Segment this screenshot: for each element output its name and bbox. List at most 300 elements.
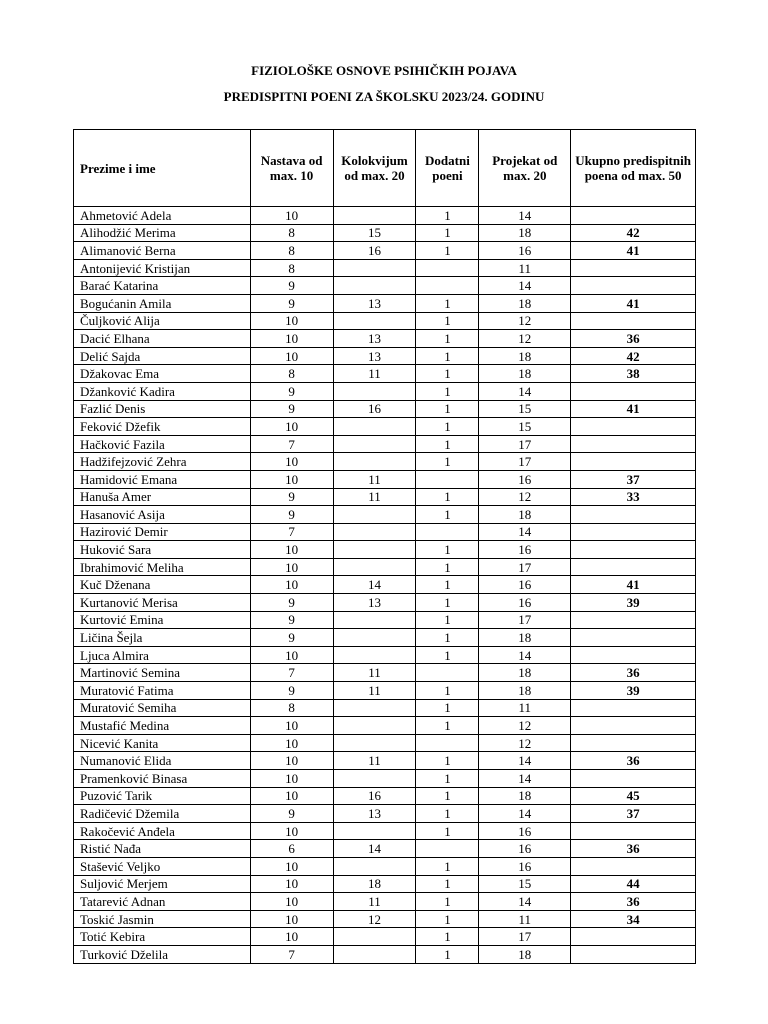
cell-kolokvijum [333,629,416,647]
cell-name: Hazirović Demir [74,523,251,541]
cell-kolokvijum: 13 [333,294,416,312]
cell-projekat: 14 [479,893,571,911]
cell-ukupno: 33 [571,488,696,506]
cell-dodatni: 1 [416,207,479,225]
table-row [74,470,696,488]
cell-nastava: 10 [250,418,333,436]
cell-ukupno [571,541,696,559]
cell-projekat: 14 [479,646,571,664]
cell-dodatni: 1 [416,822,479,840]
cell-nastava: 10 [250,734,333,752]
cell-projekat: 16 [479,470,571,488]
cell-nastava: 10 [250,541,333,559]
table-row [74,910,696,928]
cell-projekat: 14 [479,523,571,541]
cell-ukupno: 36 [571,752,696,770]
cell-ukupno [571,312,696,330]
table-header [74,130,696,207]
cell-ukupno [571,822,696,840]
cell-ukupno: 34 [571,910,696,928]
cell-name: Hačković Fazila [74,435,251,453]
cell-nastava: 9 [250,611,333,629]
table-row [74,594,696,612]
cell-nastava: 10 [250,558,333,576]
cell-dodatni: 1 [416,400,479,418]
table-row [74,945,696,963]
cell-name: Barać Katarina [74,277,251,295]
cell-projekat: 15 [479,418,571,436]
cell-projekat: 11 [479,910,571,928]
cell-dodatni [416,664,479,682]
table-body [74,207,696,964]
table-row [74,558,696,576]
cell-dodatni: 1 [416,558,479,576]
header-kolokvijum: Kolokvijum od max. 20 [333,130,416,207]
cell-dodatni: 1 [416,928,479,946]
cell-nastava: 8 [250,699,333,717]
table-row [74,805,696,823]
cell-name: Hadžifejzović Zehra [74,453,251,471]
table-row [74,400,696,418]
cell-name: Ibrahimović Meliha [74,558,251,576]
cell-ukupno: 42 [571,347,696,365]
cell-kolokvijum [333,541,416,559]
cell-name: Džanković Kadira [74,382,251,400]
table-row [74,717,696,735]
cell-kolokvijum: 13 [333,330,416,348]
cell-nastava: 9 [250,277,333,295]
cell-name: Muratović Semiha [74,699,251,717]
cell-dodatni: 1 [416,224,479,242]
cell-name: Martinović Semina [74,664,251,682]
table-row [74,629,696,647]
cell-nastava: 9 [250,382,333,400]
cell-projekat: 15 [479,875,571,893]
cell-name: Kurtanović Merisa [74,594,251,612]
cell-kolokvijum [333,699,416,717]
cell-name: Hanuša Amer [74,488,251,506]
cell-nastava: 7 [250,664,333,682]
table-row [74,277,696,295]
table-row [74,840,696,858]
cell-name: Stašević Veljko [74,857,251,875]
cell-nastava: 10 [250,857,333,875]
cell-projekat: 11 [479,259,571,277]
cell-projekat: 18 [479,365,571,383]
cell-nastava: 9 [250,682,333,700]
cell-ukupno: 41 [571,242,696,260]
cell-dodatni: 1 [416,382,479,400]
cell-projekat: 17 [479,558,571,576]
table-row [74,928,696,946]
cell-ukupno: 36 [571,664,696,682]
cell-projekat: 16 [479,857,571,875]
cell-ukupno [571,646,696,664]
cell-ukupno: 41 [571,294,696,312]
cell-kolokvijum [333,382,416,400]
table-row [74,611,696,629]
cell-dodatni [416,734,479,752]
cell-kolokvijum: 16 [333,787,416,805]
cell-kolokvijum [333,717,416,735]
cell-kolokvijum [333,312,416,330]
cell-kolokvijum: 11 [333,664,416,682]
cell-ukupno [571,857,696,875]
cell-projekat: 14 [479,752,571,770]
cell-nastava: 10 [250,875,333,893]
cell-dodatni: 1 [416,242,479,260]
cell-dodatni: 1 [416,541,479,559]
table-row [74,506,696,524]
cell-ukupno [571,506,696,524]
cell-ukupno [571,207,696,225]
cell-kolokvijum [333,822,416,840]
cell-ukupno [571,435,696,453]
cell-name: Dacić Elhana [74,330,251,348]
cell-kolokvijum [333,945,416,963]
cell-nastava: 9 [250,506,333,524]
cell-name: Bogućanin Amila [74,294,251,312]
cell-dodatni [416,470,479,488]
cell-nastava: 10 [250,312,333,330]
cell-dodatni: 1 [416,594,479,612]
cell-projekat: 16 [479,576,571,594]
cell-projekat: 14 [479,770,571,788]
cell-name: Hasanović Asija [74,506,251,524]
cell-name: Ahmetović Adela [74,207,251,225]
cell-projekat: 18 [479,629,571,647]
cell-name: Tatarević Adnan [74,893,251,911]
table-row [74,294,696,312]
cell-dodatni: 1 [416,418,479,436]
cell-nastava: 9 [250,400,333,418]
cell-name: Delić Sajda [74,347,251,365]
cell-kolokvijum [333,611,416,629]
table-row [74,488,696,506]
cell-nastava: 7 [250,945,333,963]
cell-ukupno: 38 [571,365,696,383]
cell-nastava: 10 [250,770,333,788]
cell-nastava: 10 [250,330,333,348]
table-row [74,734,696,752]
cell-nastava: 10 [250,576,333,594]
cell-projekat: 17 [479,435,571,453]
cell-kolokvijum: 11 [333,488,416,506]
cell-ukupno [571,629,696,647]
table-row [74,576,696,594]
cell-ukupno [571,611,696,629]
cell-nastava: 9 [250,629,333,647]
table-row [74,312,696,330]
cell-nastava: 9 [250,294,333,312]
cell-dodatni: 1 [416,435,479,453]
cell-name: Totić Kebira [74,928,251,946]
table-row [74,259,696,277]
cell-ukupno: 41 [571,400,696,418]
cell-ukupno [571,717,696,735]
cell-kolokvijum [333,770,416,788]
table-row [74,682,696,700]
cell-projekat: 16 [479,822,571,840]
cell-ukupno [571,945,696,963]
header-nastava: Nastava od max. 10 [250,130,333,207]
cell-dodatni: 1 [416,857,479,875]
table-row [74,541,696,559]
cell-ukupno: 37 [571,805,696,823]
table-row [74,752,696,770]
cell-projekat: 18 [479,682,571,700]
cell-dodatni [416,259,479,277]
cell-dodatni: 1 [416,752,479,770]
cell-kolokvijum: 18 [333,875,416,893]
document-header [0,58,768,110]
cell-name: Džakovac Ema [74,365,251,383]
cell-ukupno [571,453,696,471]
cell-projekat: 17 [479,928,571,946]
cell-kolokvijum [333,207,416,225]
cell-kolokvijum: 13 [333,805,416,823]
cell-dodatni [416,840,479,858]
cell-kolokvijum [333,857,416,875]
cell-kolokvijum: 15 [333,224,416,242]
cell-dodatni: 1 [416,945,479,963]
cell-ukupno [571,418,696,436]
table-row [74,435,696,453]
header-projekat: Projekat od max. 20 [479,130,571,207]
cell-dodatni: 1 [416,875,479,893]
table-row [74,770,696,788]
table-row [74,453,696,471]
cell-ukupno: 39 [571,682,696,700]
cell-kolokvijum: 16 [333,400,416,418]
cell-dodatni: 1 [416,646,479,664]
cell-nastava: 10 [250,646,333,664]
cell-nastava: 8 [250,259,333,277]
table-row [74,787,696,805]
cell-dodatni: 1 [416,910,479,928]
cell-ukupno [571,928,696,946]
cell-name: Radičević Džemila [74,805,251,823]
cell-ukupno: 37 [571,470,696,488]
cell-dodatni: 1 [416,294,479,312]
cell-projekat: 16 [479,541,571,559]
points-table [73,129,696,964]
cell-projekat: 16 [479,840,571,858]
cell-ukupno: 39 [571,594,696,612]
cell-name: Alihodžić Merima [74,224,251,242]
cell-name: Fazlić Denis [74,400,251,418]
cell-name: Mustafić Medina [74,717,251,735]
cell-kolokvijum: 14 [333,576,416,594]
cell-name: Rakočević Anđela [74,822,251,840]
cell-nastava: 10 [250,910,333,928]
cell-kolokvijum: 11 [333,470,416,488]
cell-dodatni: 1 [416,699,479,717]
cell-projekat: 14 [479,805,571,823]
table-header-row [74,130,696,207]
cell-projekat: 15 [479,400,571,418]
table-row [74,646,696,664]
cell-projekat: 17 [479,453,571,471]
table-row [74,330,696,348]
cell-nastava: 7 [250,523,333,541]
cell-name: Toskić Jasmin [74,910,251,928]
cell-dodatni: 1 [416,347,479,365]
table-row [74,418,696,436]
cell-ukupno: 36 [571,840,696,858]
cell-projekat: 12 [479,717,571,735]
cell-ukupno [571,734,696,752]
cell-name: Alimanović Berna [74,242,251,260]
cell-nastava: 8 [250,365,333,383]
cell-ukupno [571,382,696,400]
cell-projekat: 18 [479,945,571,963]
cell-ukupno [571,259,696,277]
cell-kolokvijum [333,646,416,664]
cell-name: Čuljković Alija [74,312,251,330]
cell-projekat: 18 [479,787,571,805]
cell-nastava: 9 [250,805,333,823]
table-row [74,523,696,541]
document-title: FIZIOLOŠKE OSNOVE PSIHIČKIH POJAVA [251,63,517,78]
cell-dodatni: 1 [416,629,479,647]
cell-kolokvijum: 11 [333,682,416,700]
cell-name: Muratović Fatima [74,682,251,700]
cell-kolokvijum [333,558,416,576]
cell-projekat: 17 [479,611,571,629]
header-name: Prezime i ime [74,130,251,207]
cell-name: Suljović Merjem [74,875,251,893]
table-row [74,365,696,383]
header-dodatni: Dodatni poeni [416,130,479,207]
cell-name: Nicević Kanita [74,734,251,752]
cell-ukupno [571,770,696,788]
cell-projekat: 18 [479,224,571,242]
cell-nastava: 9 [250,488,333,506]
cell-name: Hamidović Emana [74,470,251,488]
cell-name: Ljuca Almira [74,646,251,664]
cell-projekat: 14 [479,382,571,400]
table-row [74,875,696,893]
cell-nastava: 8 [250,224,333,242]
cell-kolokvijum [333,277,416,295]
table-row [74,893,696,911]
table-row [74,857,696,875]
cell-kolokvijum [333,523,416,541]
cell-projekat: 16 [479,594,571,612]
table-row [74,382,696,400]
cell-dodatni: 1 [416,805,479,823]
cell-dodatni: 1 [416,682,479,700]
cell-projekat: 12 [479,330,571,348]
cell-ukupno [571,699,696,717]
cell-kolokvijum: 14 [333,840,416,858]
cell-projekat: 18 [479,294,571,312]
cell-ukupno [571,558,696,576]
cell-ukupno: 45 [571,787,696,805]
cell-ukupno [571,277,696,295]
cell-kolokvijum: 11 [333,365,416,383]
cell-kolokvijum [333,259,416,277]
cell-name: Numanović Elida [74,752,251,770]
cell-kolokvijum: 11 [333,752,416,770]
cell-ukupno: 36 [571,893,696,911]
cell-name: Kurtović Emina [74,611,251,629]
cell-name: Ristić Nađa [74,840,251,858]
cell-kolokvijum [333,928,416,946]
cell-nastava: 10 [250,453,333,471]
cell-dodatni [416,277,479,295]
cell-dodatni [416,523,479,541]
cell-ukupno: 42 [571,224,696,242]
cell-projekat: 14 [479,207,571,225]
cell-nastava: 10 [250,822,333,840]
cell-dodatni: 1 [416,506,479,524]
cell-dodatni: 1 [416,453,479,471]
cell-dodatni: 1 [416,770,479,788]
cell-nastava: 9 [250,594,333,612]
cell-ukupno: 41 [571,576,696,594]
cell-projekat: 18 [479,506,571,524]
cell-dodatni: 1 [416,365,479,383]
cell-projekat: 18 [479,347,571,365]
document-subtitle: PREDISPITNI POENI ZA ŠKOLSKU 2023/24. GODINU [223,89,545,104]
cell-projekat: 12 [479,734,571,752]
cell-name: Turković Dželila [74,945,251,963]
cell-nastava: 6 [250,840,333,858]
cell-projekat: 12 [479,312,571,330]
cell-name: Huković Sara [74,541,251,559]
cell-ukupno: 36 [571,330,696,348]
cell-nastava: 10 [250,347,333,365]
cell-name: Ličina Šejla [74,629,251,647]
cell-projekat: 14 [479,277,571,295]
table-row [74,207,696,225]
cell-ukupno: 44 [571,875,696,893]
cell-kolokvijum: 13 [333,594,416,612]
cell-nastava: 7 [250,435,333,453]
cell-kolokvijum [333,418,416,436]
cell-ukupno [571,523,696,541]
cell-dodatni: 1 [416,330,479,348]
cell-dodatni: 1 [416,787,479,805]
cell-dodatni: 1 [416,576,479,594]
cell-kolokvijum: 12 [333,910,416,928]
cell-name: Antonijević Kristijan [74,259,251,277]
cell-projekat: 16 [479,242,571,260]
table-row [74,347,696,365]
cell-nastava: 10 [250,893,333,911]
cell-projekat: 18 [479,664,571,682]
cell-projekat: 11 [479,699,571,717]
cell-nastava: 10 [250,787,333,805]
cell-nastava: 10 [250,207,333,225]
cell-kolokvijum [333,453,416,471]
cell-kolokvijum [333,435,416,453]
cell-nastava: 10 [250,928,333,946]
cell-dodatni: 1 [416,893,479,911]
cell-nastava: 10 [250,470,333,488]
header-ukupno: Ukupno predispitnih poena od max. 50 [571,130,696,207]
table-row [74,664,696,682]
cell-kolokvijum: 11 [333,893,416,911]
cell-name: Pramenković Binasa [74,770,251,788]
cell-kolokvijum [333,506,416,524]
cell-name: Feković Džefik [74,418,251,436]
cell-dodatni: 1 [416,488,479,506]
cell-kolokvijum: 16 [333,242,416,260]
cell-kolokvijum [333,734,416,752]
